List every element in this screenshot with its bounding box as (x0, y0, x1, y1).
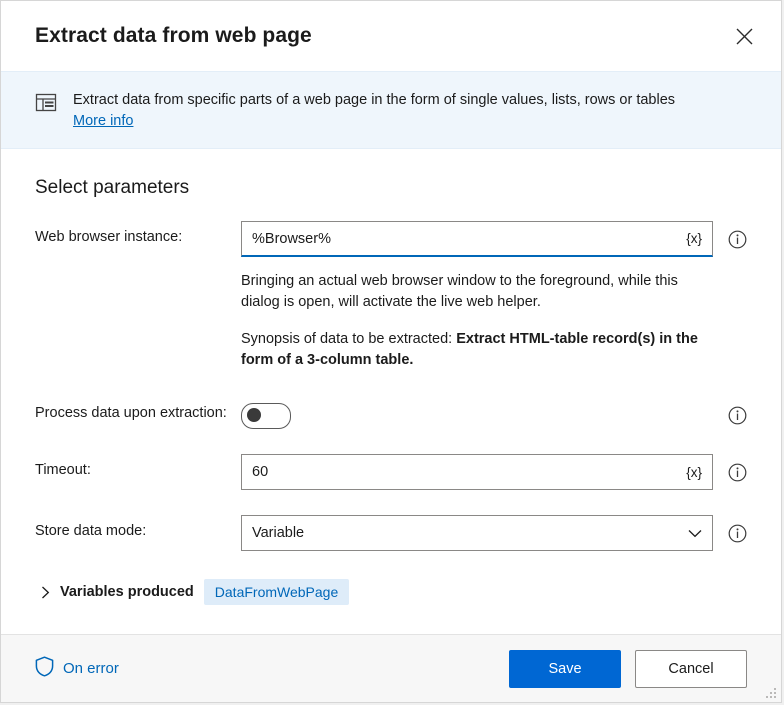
store-data-mode-label: Store data mode: (35, 523, 147, 539)
help-text-block (35, 257, 747, 371)
dialog-footer (1, 634, 781, 702)
help-spacer (35, 257, 241, 265)
timeout-textbox[interactable] (241, 454, 713, 490)
help-text-live-helper: Bringing an actual web browser window to the foreground, while this dialog is open, will activate the live web helper. (241, 273, 678, 310)
variable-picker-button[interactable]: {x} (686, 231, 702, 246)
process-data-toggle[interactable] (241, 403, 291, 429)
info-icon[interactable] (713, 397, 747, 425)
variable-chip-datafromwebpage[interactable]: DataFromWebPage (204, 579, 349, 605)
synopsis-prefix: Synopsis of data to be extracted: (241, 331, 457, 347)
variables-produced-label[interactable]: Variables produced (60, 584, 194, 600)
on-error-label: On error (63, 660, 119, 677)
chevron-right-icon[interactable] (41, 586, 50, 599)
info-icon[interactable] (713, 515, 747, 543)
close-icon[interactable] (725, 17, 763, 55)
info-icon[interactable] (713, 221, 747, 249)
help-text-synopsis (241, 329, 713, 371)
footer-buttons (509, 650, 747, 688)
page-title: Extract data from web page (35, 24, 312, 47)
shield-icon (35, 656, 54, 681)
save-button[interactable]: Save (509, 650, 621, 688)
dialog-titlebar (1, 1, 781, 71)
store-data-mode-value: Variable (252, 525, 305, 541)
timeout-input[interactable] (252, 464, 678, 480)
browser-instance-input[interactable] (252, 231, 678, 247)
browser-instance-textbox[interactable] (241, 221, 713, 257)
synopsis-value: Extract HTML-table record(s) in the form of a 3-column table. (241, 331, 698, 368)
field-timeout (35, 454, 747, 490)
info-banner (1, 71, 781, 149)
field-store-data-mode (35, 515, 747, 551)
chevron-down-icon (688, 529, 702, 538)
field-process-data (35, 397, 747, 429)
cancel-button[interactable]: Cancel (635, 650, 747, 688)
timeout-label: Timeout: (35, 462, 91, 478)
field-browser-instance (35, 221, 747, 257)
browser-instance-label: Web browser instance: (35, 229, 183, 245)
toggle-knob (247, 408, 261, 422)
banner-text: Extract data from specific parts of a web page in the form of single values, lists, rows or tables (73, 92, 676, 108)
dialog-body (1, 149, 781, 634)
process-data-label: Process data upon extraction: (35, 405, 227, 421)
info-icon[interactable] (713, 454, 747, 482)
section-title: Select parameters (35, 177, 190, 198)
more-info-link[interactable]: More info (73, 113, 134, 129)
variable-picker-button[interactable]: {x} (686, 464, 702, 480)
web-page-icon (35, 92, 57, 119)
store-data-mode-select[interactable] (241, 515, 713, 551)
on-error-button[interactable] (35, 656, 119, 681)
resize-grip-icon[interactable] (765, 687, 777, 699)
variables-produced-row[interactable] (35, 579, 747, 605)
